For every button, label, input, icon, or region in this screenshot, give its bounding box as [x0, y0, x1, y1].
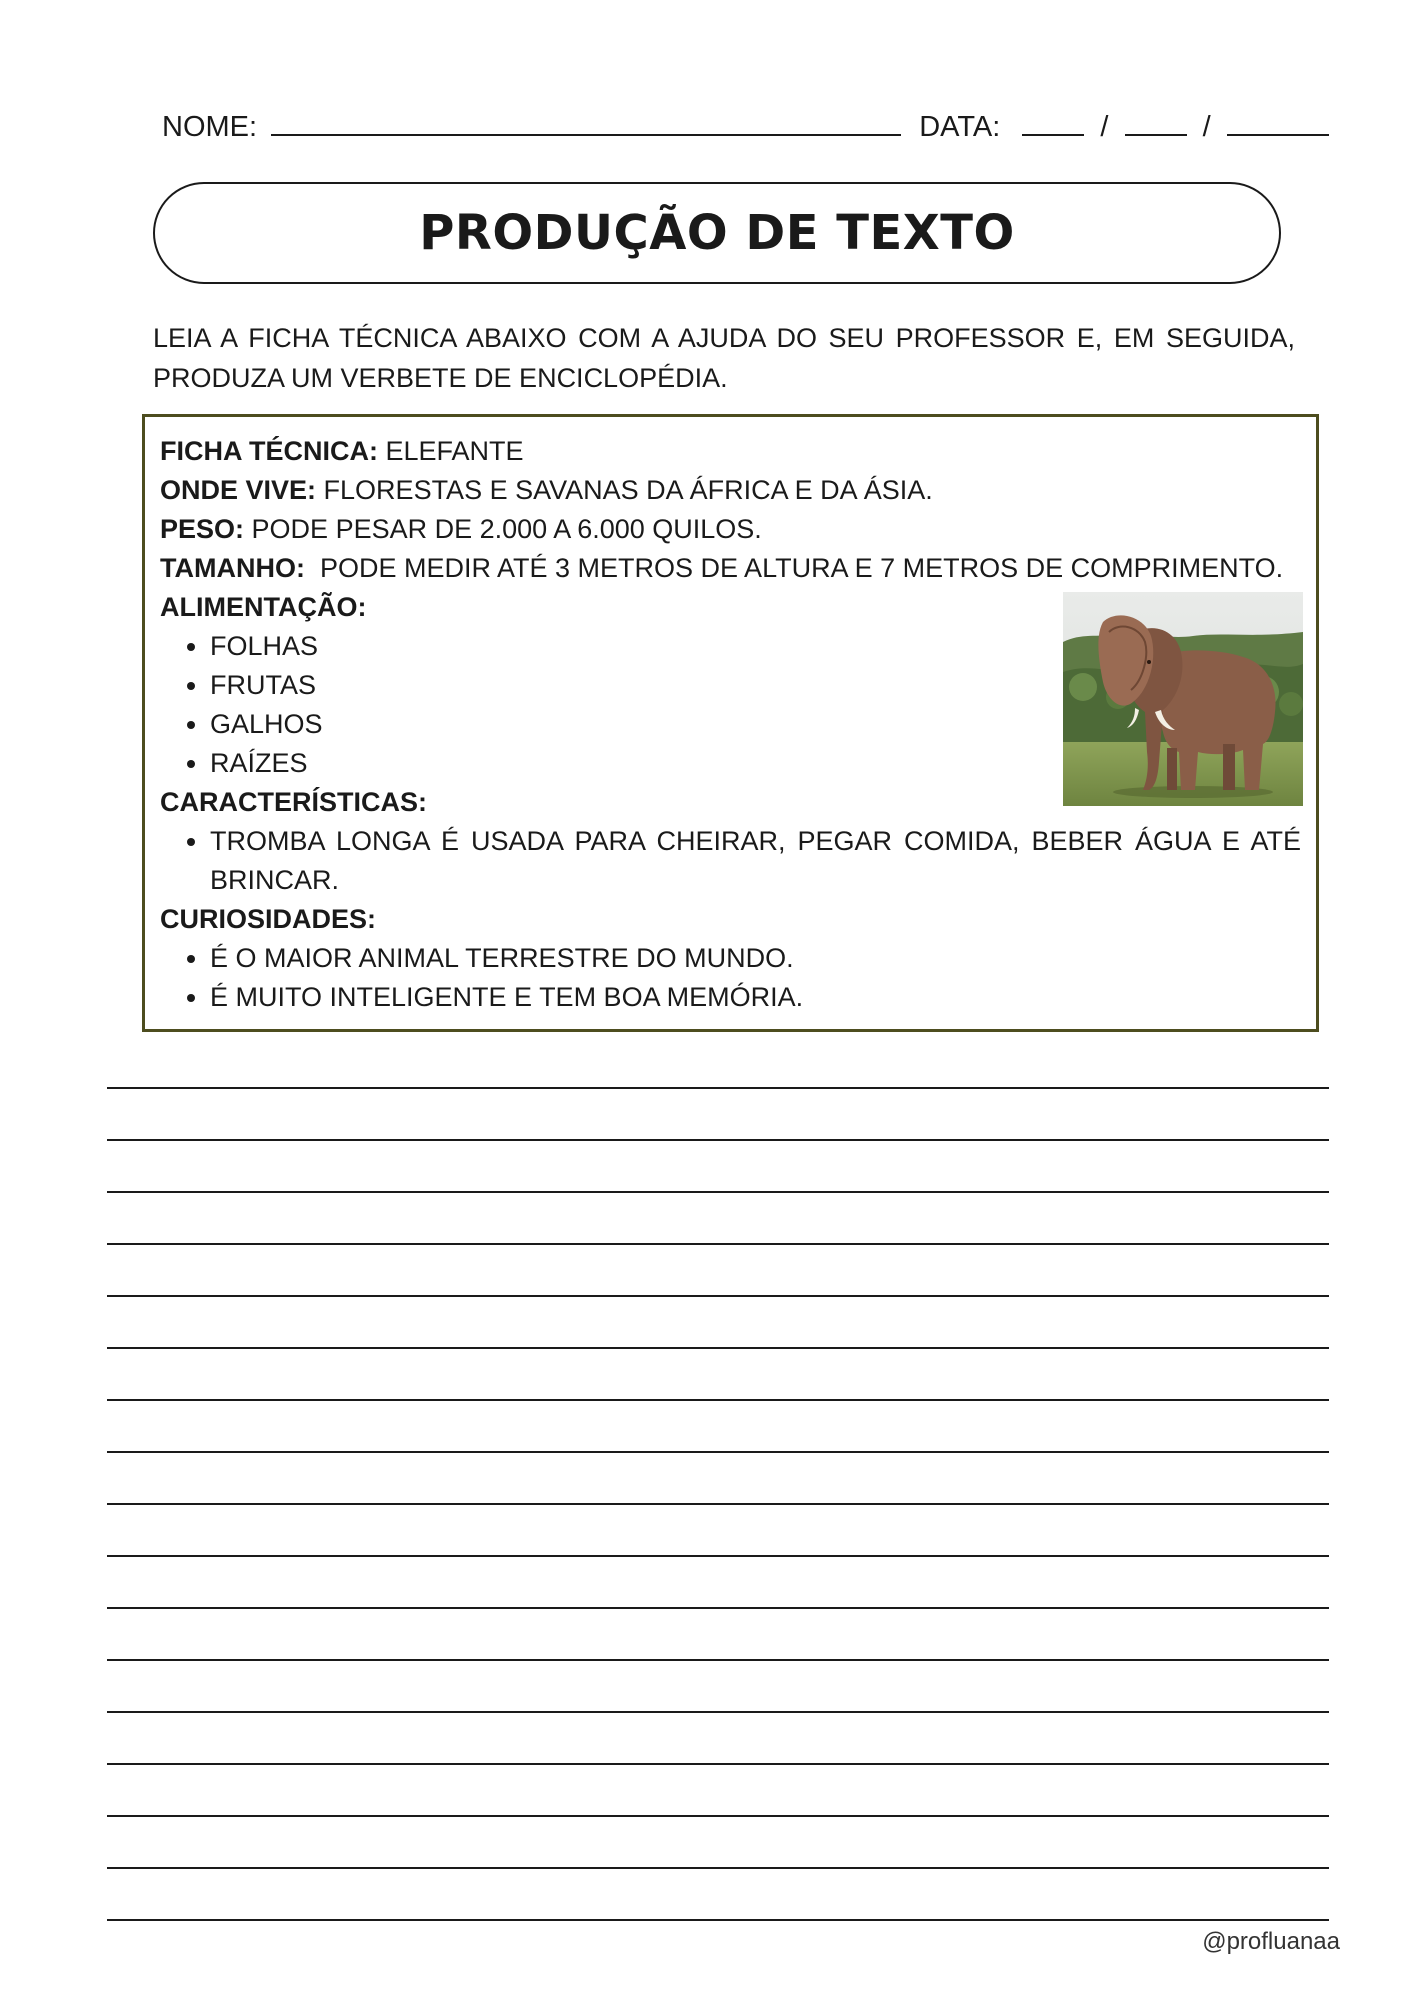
alimentacao-label: ALIMENTAÇÃO: [160, 592, 367, 622]
ficha-tecnica-box [142, 414, 1319, 1032]
writing-area [107, 1087, 1329, 1971]
writing-line[interactable] [107, 1243, 1329, 1295]
writing-line[interactable] [107, 1451, 1329, 1503]
ficha-row-name [160, 432, 1301, 471]
list-item: • FOLHAS [210, 627, 1301, 666]
tamanho-value: PODE MEDIR ATÉ 3 METROS DE ALTURA E 7 METROS DE COMPRIMENTO. [319, 553, 1284, 583]
ficha-value: ELEFANTE [385, 436, 524, 466]
list-item: • RAÍZES [210, 744, 1301, 783]
onde-value: FLORESTAS E SAVANAS DA ÁFRICA E DA ÁSIA. [323, 475, 933, 505]
header-line [162, 108, 1329, 144]
instructions: LEIA A FICHA TÉCNICA ABAIXO COM A AJUDA DO SEU PROFESSOR E, EM SEGUIDA, PRODUZA UM VERBETE DE ENCICLOPÉDIA. [153, 323, 1295, 393]
writing-line[interactable] [107, 1087, 1329, 1139]
ficha-row-onde [160, 471, 1301, 510]
peso-label: PESO: [160, 514, 245, 544]
peso-value: PODE PESAR DE 2.000 A 6.000 QUILOS. [251, 514, 762, 544]
writing-line[interactable] [107, 1139, 1329, 1191]
writing-line[interactable] [107, 1347, 1329, 1399]
name-field[interactable] [271, 108, 901, 136]
onde-label: ONDE VIVE: [160, 475, 317, 505]
writing-line[interactable] [107, 1763, 1329, 1815]
writing-line[interactable] [107, 1919, 1329, 1971]
author-credit: @profluanaa [1202, 1928, 1340, 1955]
ficha-row-peso [160, 510, 1301, 549]
writing-line[interactable] [107, 1815, 1329, 1867]
caracteristicas-label: CARACTERÍSTICAS: [160, 787, 427, 817]
list-item: • É MUITO INTELIGENTE E TEM BOA MEMÓRIA. [210, 978, 1301, 1017]
date-year-field[interactable] [1227, 108, 1329, 136]
page-title: PRODUÇÃO DE TEXTO [419, 205, 1015, 261]
list-item: • GALHOS [210, 705, 1301, 744]
ficha-label: FICHA TÉCNICA: [160, 436, 378, 466]
date-separator-1: / [1100, 111, 1109, 143]
date-month-field[interactable] [1125, 108, 1187, 136]
ficha-row-curiosidades [160, 900, 1301, 939]
writing-line[interactable] [107, 1191, 1329, 1243]
curiosidades-label: CURIOSIDADES: [160, 904, 377, 934]
ficha-row-tamanho [160, 549, 1301, 588]
writing-line[interactable] [107, 1711, 1329, 1763]
date-separator-2: / [1202, 111, 1211, 143]
writing-line[interactable] [107, 1867, 1329, 1919]
title-banner [153, 182, 1281, 284]
tamanho-label: TAMANHO: [160, 553, 305, 583]
elephant-photo [1063, 592, 1303, 806]
name-label: NOME: [162, 111, 258, 143]
list-item: • TROMBA LONGA É USADA PARA CHEIRAR, PEGAR COMIDA, BEBER ÁGUA E ATÉ BRINCAR. [210, 822, 1301, 900]
list-item: • É O MAIOR ANIMAL TERRESTRE DO MUNDO. [210, 939, 1301, 978]
writing-line[interactable] [107, 1659, 1329, 1711]
caracteristicas-list [160, 822, 1301, 900]
date-label: DATA: [919, 111, 1001, 143]
writing-line[interactable] [107, 1399, 1329, 1451]
writing-line[interactable] [107, 1607, 1329, 1659]
date-day-field[interactable] [1022, 108, 1084, 136]
writing-line[interactable] [107, 1503, 1329, 1555]
curiosidades-list [160, 939, 1301, 1017]
list-item: • FRUTAS [210, 666, 1301, 705]
writing-line[interactable] [107, 1555, 1329, 1607]
writing-line[interactable] [107, 1295, 1329, 1347]
